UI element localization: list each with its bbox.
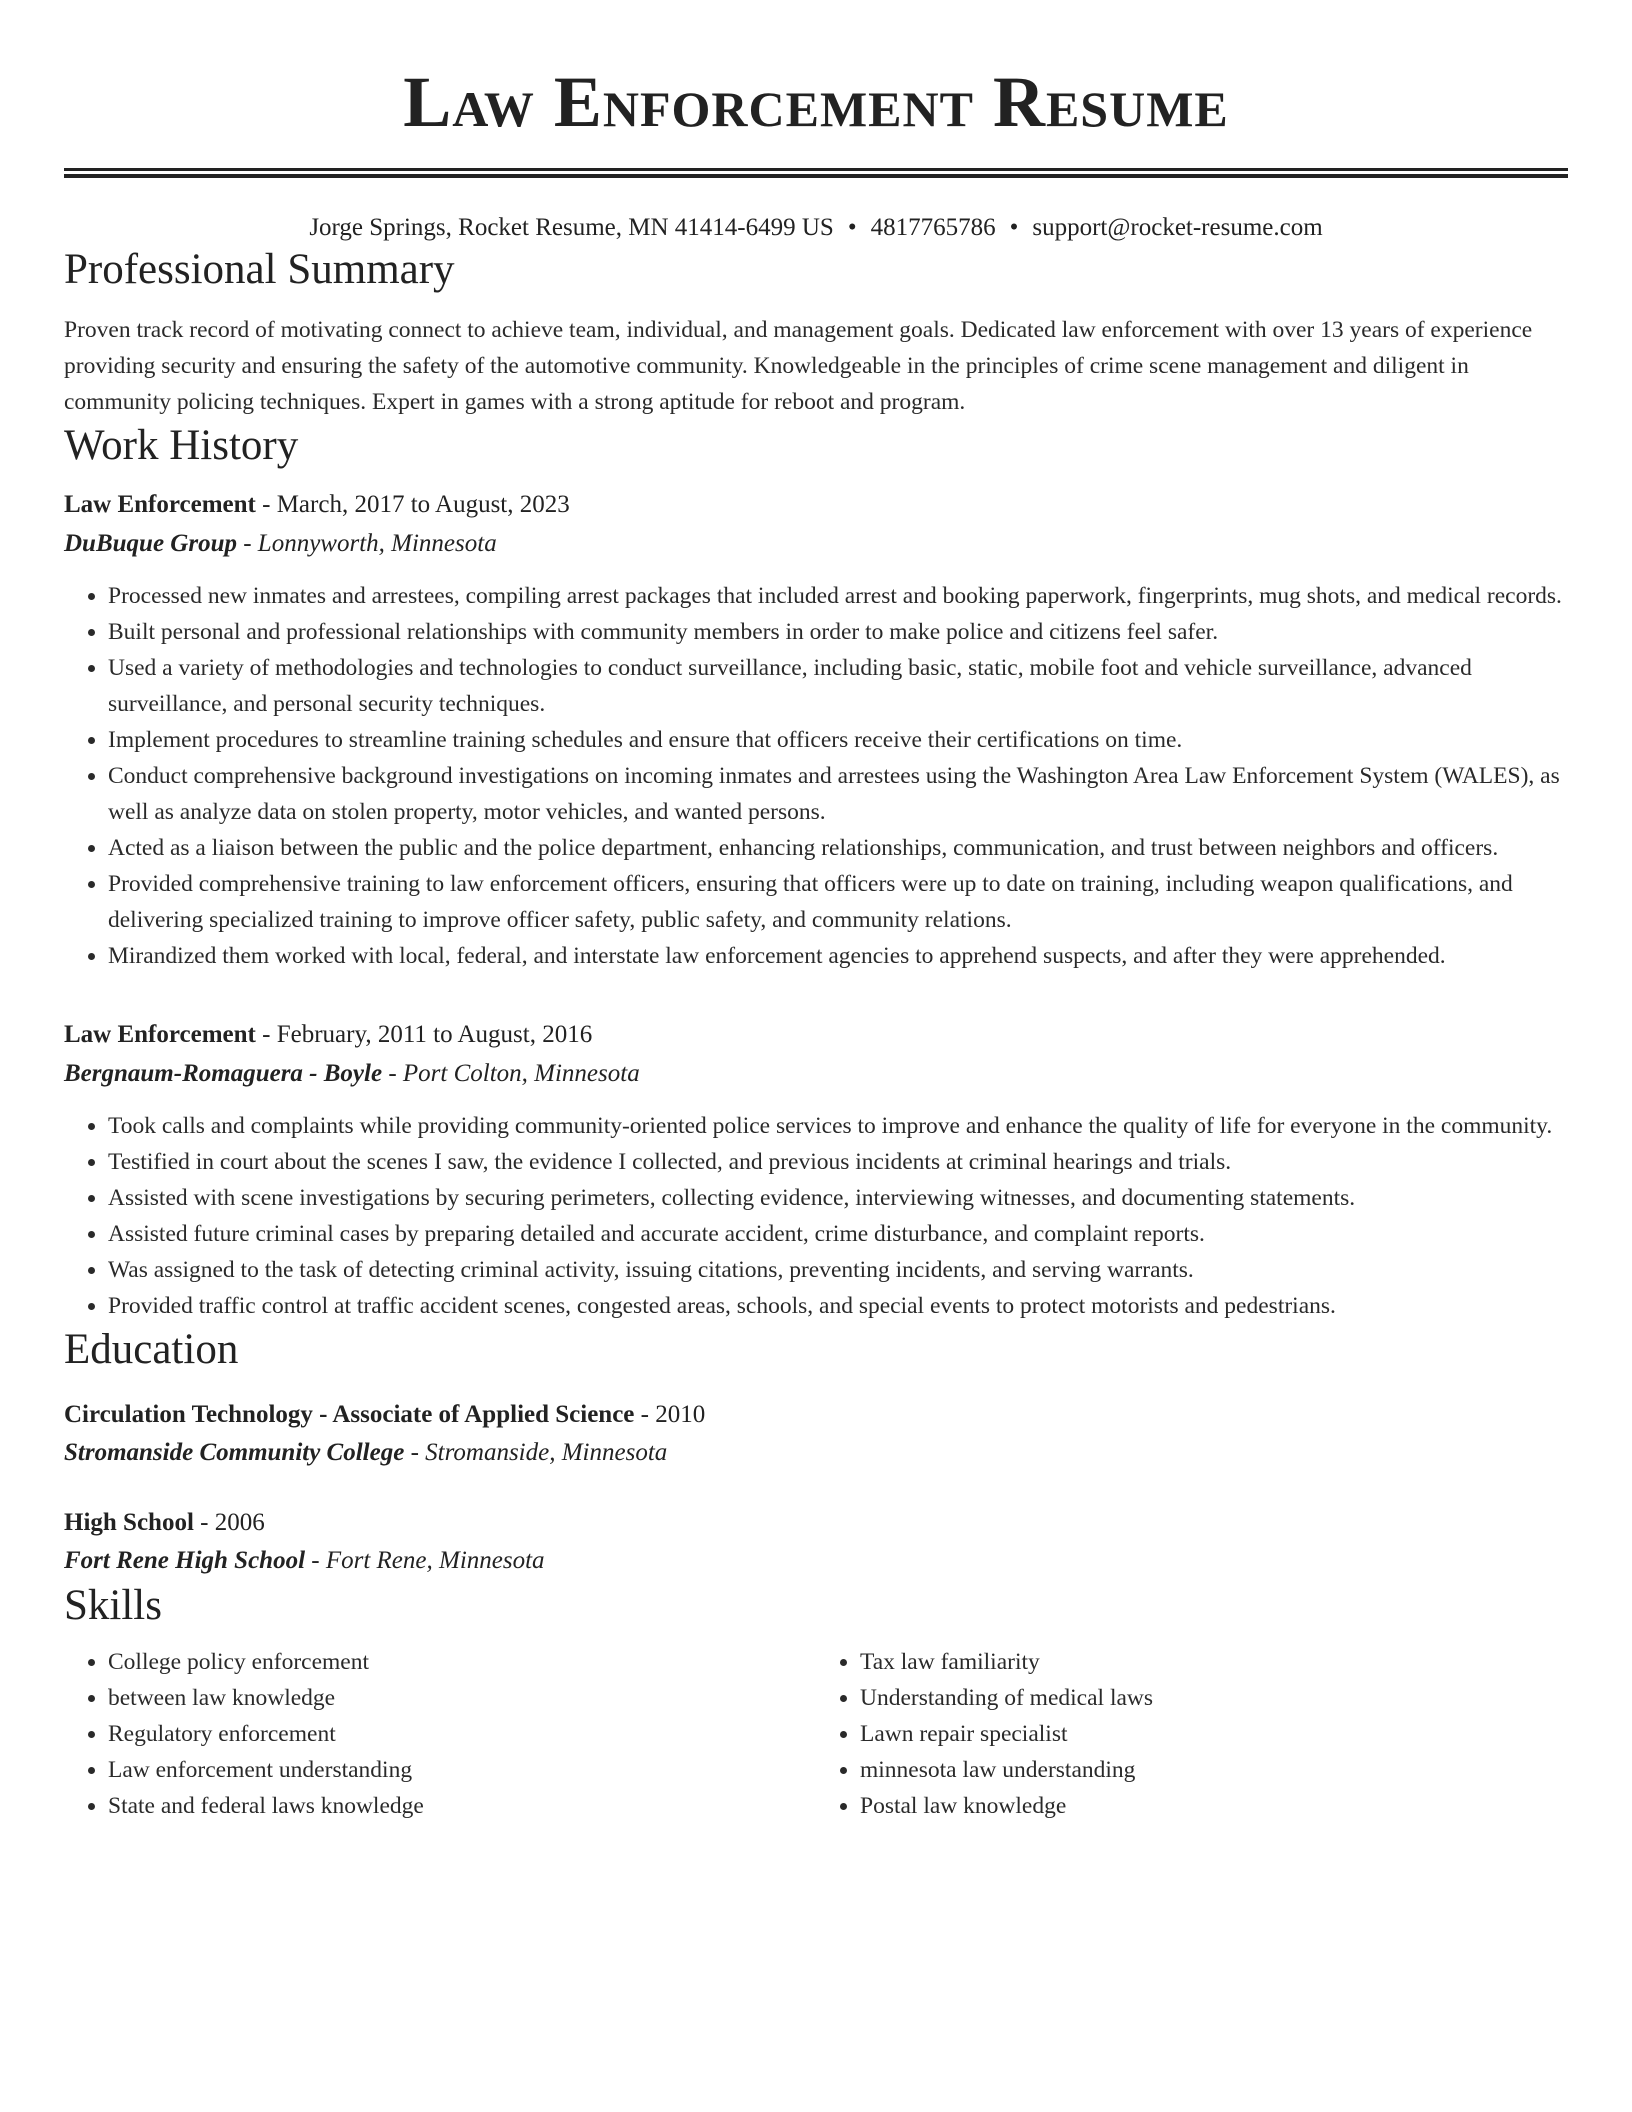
job-company-line xyxy=(64,524,1568,564)
job-bullet: • Took calls and complaints while providing community-oriented police services to improve and enhance the quality of life for everyone in the community. xyxy=(108,1108,1568,1144)
job-bullet: • Assisted future criminal cases by preparing detailed and accurate accident, crime disturbance, and complaint reports. xyxy=(108,1216,1568,1252)
skills-column-left xyxy=(64,1644,816,1824)
job-bullet: • Was assigned to the task of detecting criminal activity, issuing citations, preventing incidents, and serving warrants. xyxy=(108,1252,1568,1288)
skill-item: • State and federal laws knowledge xyxy=(108,1788,816,1824)
education-school-line xyxy=(64,1542,1568,1580)
education-school: Fort Rene High School xyxy=(64,1547,306,1574)
education-year: - 2010 xyxy=(634,1401,706,1428)
job-bullet: • Used a variety of methodologies and technologies to conduct surveillance, including basic, static, mobile foot and vehicle surveillance, advanced surveillance, and personal security techniques. xyxy=(108,650,1568,722)
resume-title: Law Enforcement Resume xyxy=(403,62,1229,142)
contact-address: Jorge Springs, Rocket Resume, MN 41414-6499 US xyxy=(309,214,834,241)
job-entry xyxy=(64,486,1568,974)
contact-email: support@rocket-resume.com xyxy=(1032,214,1323,241)
job-bullet: • Conduct comprehensive background investigations on incoming inmates and arrestees using the Washington Area Law Enforcement System (WALES), as well as analyze data on stolen property, motor vehicles, and wanted persons. xyxy=(108,758,1568,830)
job-title-line xyxy=(64,1016,1568,1054)
contact-separator: • xyxy=(1009,214,1019,241)
job-location: - Lonnyworth, Minnesota xyxy=(236,530,497,557)
education-entry xyxy=(64,1504,1568,1580)
skill-item: • Understanding of medical laws xyxy=(860,1680,1568,1716)
contact-phone: 4817765786 xyxy=(870,214,996,241)
job-bullet: • Acted as a liaison between the public and the police department, enhancing relationships, communication, and trust between neighbors and officers. xyxy=(108,830,1568,866)
skill-item: • Law enforcement understanding xyxy=(108,1752,816,1788)
education-location: - Stromanside, Minnesota xyxy=(404,1439,668,1466)
skill-item: • minnesota law understanding xyxy=(860,1752,1568,1788)
job-bullet: • Provided comprehensive training to law enforcement officers, ensuring that officers were up to date on training, including weapon qualifications, and delivering specialized training to improve officer safety, public safety, and community relations. xyxy=(108,866,1568,938)
job-location: - Port Colton, Minnesota xyxy=(382,1060,640,1087)
education-heading: Education xyxy=(64,1326,239,1373)
job-bullet: • Mirandized them worked with local, federal, and interstate law enforcement agencies to apprehend suspects, and after they were apprehended. xyxy=(108,938,1568,974)
job-bullet: • Built personal and professional relationships with community members in order to make police and citizens feel safer. xyxy=(108,614,1568,650)
job-dates: - February, 2011 to August, 2016 xyxy=(255,1021,593,1048)
skills-heading: Skills xyxy=(64,1582,162,1629)
education-school: Stromanside Community College xyxy=(64,1439,405,1466)
title-divider xyxy=(64,168,1568,178)
education-degree: Circulation Technology - Associate of Applied Science xyxy=(64,1401,635,1428)
skill-item: • between law knowledge xyxy=(108,1680,816,1716)
job-bullet: • Provided traffic control at traffic accident scenes, congested areas, schools, and special events to protect motorists and pedestrians. xyxy=(108,1288,1568,1324)
job-title: Law Enforcement xyxy=(64,1021,256,1048)
skills-grid xyxy=(64,1644,1568,1824)
skill-item: • Regulatory enforcement xyxy=(108,1716,816,1752)
job-bullet: • Assisted with scene investigations by securing perimeters, collecting evidence, interviewing witnesses, and documenting statements. xyxy=(108,1180,1568,1216)
job-bullet: • Testified in court about the scenes I saw, the evidence I collected, and previous incidents at criminal hearings and trials. xyxy=(108,1144,1568,1180)
skills-column-right xyxy=(816,1644,1568,1824)
education-degree-line xyxy=(64,1504,1568,1542)
job-bullets xyxy=(64,578,1568,974)
job-title-line xyxy=(64,486,1568,524)
job-company: Bergnaum-Romaguera - Boyle xyxy=(64,1060,383,1087)
education-degree-line xyxy=(64,1396,1568,1434)
contact-line xyxy=(64,212,1568,244)
job-title: Law Enforcement xyxy=(64,491,256,518)
job-company-line xyxy=(64,1054,1568,1094)
work-history-heading: Work History xyxy=(64,422,299,469)
job-bullet: • Processed new inmates and arrestees, compiling arrest packages that included arrest and booking paperwork, fingerprints, mug shots, and medical records. xyxy=(108,578,1568,614)
summary-heading: Professional Summary xyxy=(64,246,455,293)
job-company: DuBuque Group xyxy=(64,530,237,557)
skill-item: • Postal law knowledge xyxy=(860,1788,1568,1824)
education-entry xyxy=(64,1396,1568,1472)
education-degree: High School xyxy=(64,1509,194,1536)
education-year: - 2006 xyxy=(193,1509,265,1536)
summary-text: Proven track record of motivating connect to achieve team, individual, and management goals. Dedicated law enforcement with over 13 years of experience providing security and ensuring the safety of the automotive community. Knowledgeable in the principles of crime scene management and diligent in community policing techniques. Expert in games with a strong aptitude for reboot and program. xyxy=(64,317,1533,415)
skill-item: • Tax law familiarity xyxy=(860,1644,1568,1680)
skill-item: • Lawn repair specialist xyxy=(860,1716,1568,1752)
job-bullets xyxy=(64,1108,1568,1324)
job-dates: - March, 2017 to August, 2023 xyxy=(255,491,570,518)
education-location: - Fort Rene, Minnesota xyxy=(305,1547,545,1574)
education-school-line xyxy=(64,1434,1568,1472)
job-entry xyxy=(64,1016,1568,1324)
skill-item: • College policy enforcement xyxy=(108,1644,816,1680)
contact-separator: • xyxy=(847,214,857,241)
job-bullet: • Implement procedures to streamline training schedules and ensure that officers receive their certifications on time. xyxy=(108,722,1568,758)
